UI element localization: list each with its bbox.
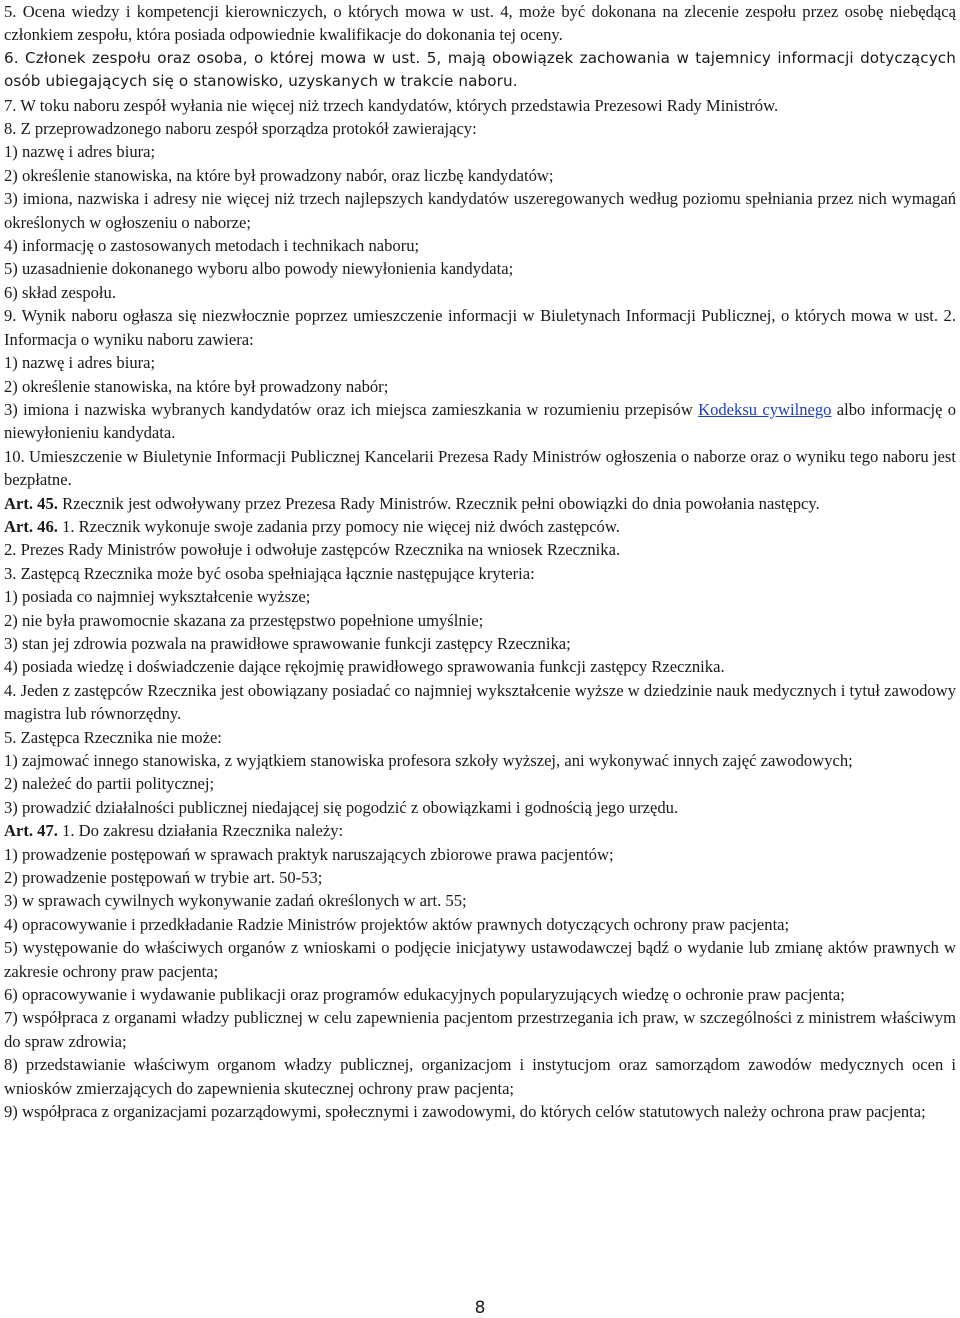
art-46 <box>4 515 956 538</box>
para-9-item-1: 1) nazwę i adres biura; <box>4 353 156 373</box>
art-47-item-7: 7) współpraca z organami władzy publicznej w celu zapewnienia pacjentom przestrzegania ich praw, w szczególności z ministrem właściwym do spraw zdrowia; <box>4 1008 956 1051</box>
art-47-item-6: 6) opracowywanie i wydawanie publikacji oraz programów edukacyjnych popularyzujących wiedzę o ochronie praw pacjenta; <box>4 985 845 1005</box>
art-46-label: Art. 46. <box>4 516 58 536</box>
art-45-text: Rzecznik jest odwoływany przez Prezesa Rady Ministrów. Rzecznik pełni obowiązki do dnia powołania następcy. <box>57 493 820 513</box>
para-9-item-3 <box>4 398 956 445</box>
art-47-item-2: 2) prowadzenie postępowań w trybie art. 50-53; <box>4 868 323 888</box>
para-10: 10. Umieszczenie w Biuletynie Informacji Publicznej Kancelarii Prezesa Rady Ministrów ogłoszenia o naborze oraz o wyniku tego naboru jest bezpłatne. <box>4 446 956 490</box>
art-46-para-5-item-2: 2) należeć do partii politycznej; <box>4 774 215 794</box>
art-46-para-3: 3. Zastępcą Rzecznika może być osoba spełniająca łącznie następujące kryteria: <box>4 563 535 583</box>
art-46-para-4: 4. Jeden z zastępców Rzecznika jest obowiązany posiadać co najmniej wykształcenie wyższe w dziedzinie nauk medycznych i tytuł zawodowy magistra lub równorzędny. <box>4 680 956 724</box>
para-6: 6. Członek zespołu oraz osoba, o której mowa w ust. 5, mają obowiązek zachowania w tajemnicy informacji dotyczących osób ubiegających się o stanowisko, uzyskanych w trakcie naboru. <box>4 48 956 91</box>
art-45-label: Art. 45. <box>4 493 58 513</box>
para-9-item-2: 2) określenie stanowiska, na które był prowadzony nabór; <box>4 376 389 396</box>
art-47 <box>4 819 956 842</box>
art-46-para-1: 1. Rzecznik wykonuje swoje zadania przy pomocy nie więcej niż dwóch zastępców. <box>57 516 620 536</box>
art-47-label: Art. 47. <box>4 821 58 841</box>
para-8-item-4: 4) informację o zastosowanych metodach i technikach naboru; <box>4 236 420 256</box>
art-46-para-3-item-4: 4) posiada wiedzę i doświadczenie dające rękojmię prawidłowego sprawowania funkcji zastępcy Rzecznika. <box>4 657 725 677</box>
para-8-item-2: 2) określenie stanowiska, na które był prowadzony nabór, oraz liczbę kandydatów; <box>4 165 554 185</box>
para-9-item-3-text-end: albo informację o niewyłonieniu kandydata. <box>4 399 956 443</box>
para-8-item-3: 3) imiona, nazwiska i adresy nie więcej niż trzech najlepszych kandydatów uszeregowanych według poziomu spełniania przez nich wymagań określonych w ogłoszeniu o naborze; <box>4 189 956 232</box>
para-8-item-5: 5) uzasadnienie dokonanego wyboru albo powody niewyłonienia kandydata; <box>4 259 514 279</box>
art-47-item-9: 9) współpraca z organizacjami pozarządowymi, społecznymi i zawodowymi, do których celów statutowych należy ochrona praw pacjenta; <box>4 1102 926 1122</box>
para-9: 9. Wynik naboru ogłasza się niezwłocznie poprzez umieszczenie informacji w Biuletynach Informacji Publicznej, o których mowa w ust. 2. Informacja o wyniku naboru zawiera: <box>4 306 956 349</box>
para-8-item-1: 1) nazwę i adres biura; <box>4 142 156 162</box>
para-7: 7. W toku naboru zespół wyłania nie więcej niż trzech kandydatów, których przedstawia Prezesowi Rady Ministrów. <box>4 95 779 115</box>
art-46-para-3-item-1: 1) posiada co najmniej wykształcenie wyższe; <box>4 587 311 607</box>
art-46-para-3-item-3: 3) stan jej zdrowia pozwala na prawidłowe sprawowanie funkcji zastępcy Rzecznika; <box>4 633 571 653</box>
art-46-para-2: 2. Prezes Rady Ministrów powołuje i odwołuje zastępców Rzecznika na wniosek Rzecznika. <box>4 540 621 560</box>
art-47-item-5: 5) występowanie do właściwych organów z wnioskami o podjęcie inicjatywy ustawodawczej bądź o wydanie lub zmianę aktów prawnych w zakresie ochrony praw pacjenta; <box>4 938 956 981</box>
document-page <box>4 0 956 1124</box>
art-47-item-1: 1) prowadzenie postępowań w sprawach praktyk naruszających zbiorowe prawa pacjentów; <box>4 844 614 864</box>
art-46-para-5-item-3: 3) prowadzić działalności publicznej niedającej się pogodzić z obowiązkami i godnością jego urzędu. <box>4 797 679 817</box>
art-46-para-5-item-1: 1) zajmować innego stanowiska, z wyjątkiem stanowiska profesora szkoły wyższej, ani wykonywać innych zajęć zawodowych; <box>4 751 853 770</box>
art-47-item-4: 4) opracowywanie i przedkładanie Radzie Ministrów projektów aktów prawnych dotyczących ochrony praw pacjenta; <box>4 914 790 934</box>
art-46-para-3-item-2: 2) nie była prawomocnie skazana za przestępstwo popełnione umyślnie; <box>4 610 484 630</box>
art-47-para-1: 1. Do zakresu działania Rzecznika należy: <box>57 821 344 841</box>
art-47-item-3: 3) w sprawach cywilnych wykonywanie zadań określonych w art. 55; <box>4 891 467 911</box>
page-number: 8 <box>474 1298 486 1318</box>
kodeks-cywilny-link[interactable]: Kodeksu cywilnego <box>698 399 832 419</box>
para-8: 8. Z przeprowadzonego naboru zespół sporządza protokół zawierający: <box>4 119 477 139</box>
art-45 <box>4 492 956 515</box>
art-47-item-8: 8) przedstawianie właściwym organom władzy publicznej, organizacjom i instytucjom oraz samorządom zawodów medycznych ocen i wniosków zmierzających do zapewnienia skutecznej ochrony praw pacjenta; <box>4 1055 956 1098</box>
para-8-item-6: 6) skład zespołu. <box>4 282 116 302</box>
art-46-para-5: 5. Zastępca Rzecznika nie może: <box>4 727 222 747</box>
para-5: 5. Ocena wiedzy i kompetencji kierowniczych, o których mowa w ust. 4, może być dokonana na zlecenie zespołu przez osobę niebędącą członkiem zespołu, która posiada odpowiednie kwalifikacje do dokonania tej oceny. <box>4 2 956 45</box>
para-9-item-3-text: 3) imiona i nazwiska wybranych kandydatów oraz ich miejsca zamieszkania w rozumieniu przepisów <box>4 399 699 419</box>
